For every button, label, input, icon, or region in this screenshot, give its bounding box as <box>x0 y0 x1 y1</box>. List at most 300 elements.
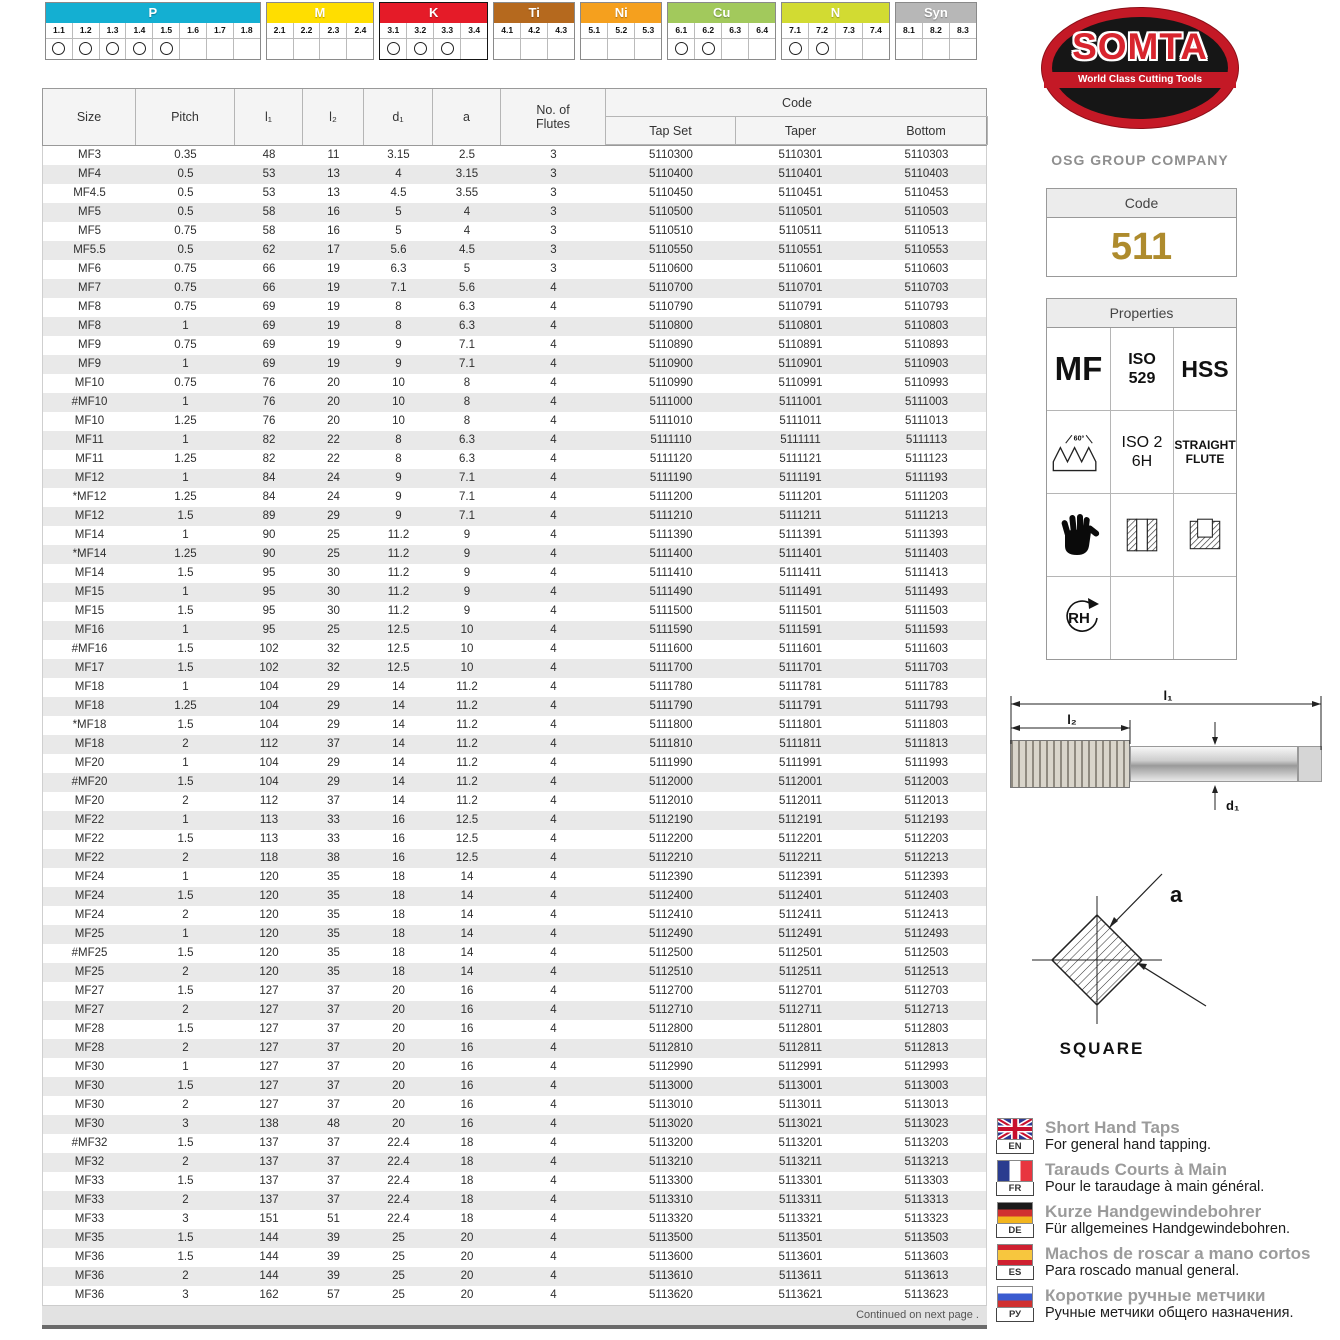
material-mark-cell-6.1 <box>668 39 694 59</box>
table-cell: MF8 <box>78 301 101 313</box>
table-cell: 7.1 <box>390 282 407 294</box>
table-cell: MF33 <box>74 1213 105 1225</box>
table-cell: 5112990 <box>649 1061 693 1073</box>
product-title-ru: Короткие ручные метчики <box>1045 1286 1266 1305</box>
table-cell: 104 <box>259 757 279 769</box>
table-cell: 14 <box>392 776 405 788</box>
table-cell: 5113011 <box>778 1099 823 1111</box>
table-cell: 5111703 <box>904 662 949 674</box>
table-cell: 1.5 <box>177 605 194 617</box>
material-mark-cell-3.3 <box>433 39 460 59</box>
table-row <box>43 1286 986 1305</box>
brand-name: SOMTA <box>1072 26 1208 67</box>
code-box <box>1046 188 1237 277</box>
language-entry-de <box>995 1202 1335 1240</box>
material-subgroup-1.7: 1.7 <box>206 23 233 38</box>
table-body <box>42 146 987 1305</box>
table-cell: MF20 <box>74 757 105 769</box>
table-cell: 4 <box>550 396 557 408</box>
table-row <box>43 944 986 963</box>
table-cell: 5111603 <box>904 643 949 655</box>
material-subgroup-3.2: 3.2 <box>406 23 433 38</box>
table-cell: 5112810 <box>649 1042 693 1054</box>
table-cell: 25 <box>327 624 340 636</box>
table-cell: 137 <box>259 1156 279 1168</box>
table-cell: 5112191 <box>778 814 823 826</box>
table-cell: 32 <box>327 643 340 655</box>
language-entry-ru <box>995 1286 1335 1324</box>
table-cell: 4 <box>550 1042 557 1054</box>
table-cell: 19 <box>327 301 340 313</box>
table-cell: 20 <box>327 415 340 427</box>
dim-label-l1: l₁ <box>1163 688 1173 703</box>
col-header-l1: l₁ <box>235 89 303 145</box>
table-cell: 5111000 <box>649 396 693 408</box>
table-cell: 2 <box>182 852 189 864</box>
table-cell: 4 <box>550 681 557 693</box>
table-cell: 0.75 <box>174 339 197 351</box>
table-cell: 5113303 <box>904 1175 949 1187</box>
material-subgroup-row <box>896 23 976 38</box>
material-subgroup-row <box>581 23 661 38</box>
table-cell: MF28 <box>74 1023 105 1035</box>
material-subgroup-6.2: 6.2 <box>694 23 721 38</box>
table-cell: 5111493 <box>904 586 949 598</box>
property-tolerance: ISO 2 6H <box>1110 410 1173 493</box>
table-cell: 3 <box>550 225 557 237</box>
language-code: FR <box>996 1182 1034 1196</box>
table-cell: 6.3 <box>390 263 407 275</box>
table-cell: 120 <box>259 890 279 902</box>
language-code: EN <box>996 1140 1034 1154</box>
table-cell: 5113210 <box>649 1156 693 1168</box>
table-cell: 5112491 <box>778 928 823 940</box>
dimension-lines <box>1000 688 1332 820</box>
table-cell: 5113001 <box>778 1080 823 1092</box>
table-cell: 2 <box>182 1099 189 1111</box>
table-cell: 1.5 <box>177 1175 194 1187</box>
table-cell: #MF25 <box>71 947 108 959</box>
table-cell: 5112393 <box>904 871 949 883</box>
table-cell: 2 <box>182 966 189 978</box>
table-cell: 5111811 <box>779 738 822 750</box>
suitability-mark <box>79 42 92 55</box>
table-cell: 5110903 <box>904 358 949 370</box>
table-cell: 3 <box>182 1213 189 1225</box>
table-cell: 16 <box>460 1004 474 1016</box>
table-cell: 4 <box>550 1232 557 1244</box>
table-cell: 5110990 <box>649 377 693 389</box>
table-cell: 29 <box>327 510 340 522</box>
table-cell: 1 <box>182 472 189 484</box>
table-row <box>43 583 986 602</box>
table-cell: 8 <box>395 434 402 446</box>
table-cell: MF6 <box>78 263 101 275</box>
table-cell: 10 <box>392 396 405 408</box>
table-cell: 1.5 <box>177 510 194 522</box>
table-cell: 12.5 <box>387 662 410 674</box>
table-cell: 102 <box>259 662 279 674</box>
table-cell: 5110453 <box>904 187 949 199</box>
through-hole-icon <box>1110 493 1173 576</box>
language-code: РУ <box>996 1308 1034 1322</box>
table-cell: 5111213 <box>904 510 949 522</box>
table-cell: 120 <box>259 928 279 940</box>
table-cell: 76 <box>262 415 276 427</box>
table-cell: 2 <box>182 795 189 807</box>
table-cell: 16 <box>392 833 405 845</box>
table-cell: 5112701 <box>778 985 823 997</box>
taps-table <box>42 88 987 1329</box>
table-cell: 5111190 <box>649 472 693 484</box>
material-subgroup-1.3: 1.3 <box>99 23 126 38</box>
flag-column <box>995 1118 1035 1156</box>
table-cell: 4 <box>550 301 557 313</box>
tap-dimension-drawing <box>1000 688 1332 820</box>
material-subgroup-row <box>267 23 374 38</box>
table-cell: 5110601 <box>778 263 823 275</box>
table-cell: 1.5 <box>177 1232 194 1244</box>
table-cell: 9 <box>463 567 471 579</box>
table-cell: 5113623 <box>904 1289 949 1301</box>
table-row <box>43 1077 986 1096</box>
suitability-mark <box>387 42 400 55</box>
table-cell: 22.4 <box>387 1156 410 1168</box>
empty-cell <box>1110 576 1173 659</box>
table-cell: 5111500 <box>649 605 693 617</box>
table-cell: 4 <box>550 415 557 427</box>
table-cell: 12.5 <box>455 814 479 826</box>
table-cell: 1 <box>182 529 189 541</box>
table-row <box>43 450 986 469</box>
table-row <box>43 412 986 431</box>
suitability-mark <box>816 42 829 55</box>
table-cell: 144 <box>259 1270 279 1282</box>
material-group-P <box>45 2 261 60</box>
table-cell: MF20 <box>74 795 105 807</box>
table-cell: 5111390 <box>649 529 693 541</box>
table-cell: 12.5 <box>455 852 479 864</box>
table-cell: 6.3 <box>459 301 475 313</box>
table-cell: 5110551 <box>778 244 823 256</box>
table-cell: 5112210 <box>649 852 693 864</box>
material-mark-cell-2.2 <box>293 39 320 59</box>
table-row <box>43 1267 986 1286</box>
table-cell: 5113021 <box>778 1118 823 1130</box>
table-cell: 5111210 <box>649 510 693 522</box>
flag-column <box>995 1286 1035 1324</box>
table-cell: 3.15 <box>455 168 479 180</box>
table-cell: 9 <box>395 491 402 503</box>
table-cell: 11.2 <box>456 776 478 788</box>
table-footer-note: Continued on next page . <box>42 1305 987 1329</box>
table-cell: 1.25 <box>174 700 197 712</box>
table-cell: 37 <box>327 985 340 997</box>
table-cell: 9 <box>395 358 402 370</box>
table-row <box>43 488 986 507</box>
table-cell: 11.2 <box>456 757 478 769</box>
material-mark-cell-5.2 <box>607 39 634 59</box>
table-row <box>43 697 986 716</box>
table-cell: 1 <box>182 320 189 332</box>
table-cell: 82 <box>262 434 276 446</box>
table-cell: 29 <box>327 719 340 731</box>
table-cell: 5110600 <box>649 263 693 275</box>
table-cell: 4 <box>550 1156 557 1168</box>
table-cell: 127 <box>259 985 279 997</box>
table-cell: 4.5 <box>390 187 407 199</box>
table-row <box>43 355 986 374</box>
material-subgroup-1.4: 1.4 <box>125 23 152 38</box>
col-header-d1: d₁ <box>364 89 433 145</box>
table-cell: 5112013 <box>904 795 949 807</box>
language-text <box>1045 1244 1335 1282</box>
product-desc-de: Für allgemeines Handgewindebohren. <box>1045 1221 1291 1237</box>
col-header-flutes: No. of Flutes <box>501 89 606 145</box>
table-cell: 5113323 <box>904 1213 949 1225</box>
table-cell: 5111200 <box>649 491 693 503</box>
material-subgroup-6.3: 6.3 <box>721 23 748 38</box>
material-mark-cell-2.3 <box>319 39 346 59</box>
table-cell: 5111780 <box>649 681 693 693</box>
table-cell: 5112000 <box>649 776 693 788</box>
table-cell: 5113613 <box>904 1270 949 1282</box>
table-cell: 32 <box>327 662 340 674</box>
table-cell: 4 <box>550 909 557 921</box>
table-cell: 5112710 <box>649 1004 693 1016</box>
table-row <box>43 735 986 754</box>
table-cell: 5 <box>395 225 402 237</box>
table-cell: 5111783 <box>904 681 949 693</box>
table-cell: 5110801 <box>778 320 823 332</box>
table-cell: 5111010 <box>649 415 693 427</box>
table-cell: 0.75 <box>174 225 197 237</box>
table-cell: 104 <box>259 700 279 712</box>
table-cell: 90 <box>262 529 276 541</box>
table-cell: 53 <box>262 187 276 199</box>
table-cell: 48 <box>327 1118 340 1130</box>
table-cell: 35 <box>327 909 340 921</box>
table-row <box>43 754 986 773</box>
table-cell: 5112813 <box>904 1042 949 1054</box>
material-mark-cell-7.4 <box>862 39 889 59</box>
col-header-a: a <box>433 89 501 145</box>
table-cell: 4 <box>550 1194 557 1206</box>
table-cell: 25 <box>392 1289 405 1301</box>
table-cell: 5112700 <box>649 985 693 997</box>
series-code: 511 <box>1110 226 1173 268</box>
table-cell: MF36 <box>74 1251 105 1263</box>
table-cell: 1.25 <box>174 491 197 503</box>
table-cell: 14 <box>460 909 474 921</box>
material-group-label: K <box>380 3 487 23</box>
table-cell: MF33 <box>74 1194 105 1206</box>
table-cell: 4 <box>550 947 557 959</box>
table-cell: 5113320 <box>649 1213 693 1225</box>
table-cell: 104 <box>259 719 279 731</box>
table-cell: MF5.5 <box>73 244 106 256</box>
table-cell: 144 <box>259 1232 279 1244</box>
table-cell: 0.75 <box>174 301 197 313</box>
table-cell: 5111491 <box>778 586 823 598</box>
table-cell: MF17 <box>74 662 105 674</box>
table-cell: 5111113 <box>905 434 948 446</box>
table-cell: 5113620 <box>649 1289 693 1301</box>
table-cell: 5111600 <box>649 643 693 655</box>
table-cell: 5112213 <box>904 852 949 864</box>
table-cell: 4 <box>550 1099 557 1111</box>
table-cell: 20 <box>460 1289 474 1301</box>
product-title-es: Machos de roscar a mano cortos <box>1045 1244 1311 1263</box>
table-cell: 113 <box>259 833 279 845</box>
material-mark-row <box>668 38 775 59</box>
table-cell: MF27 <box>74 985 105 997</box>
table-cell: 4 <box>550 1004 557 1016</box>
brand-tagline: World Class Cutting Tools <box>1044 72 1236 88</box>
table-row <box>43 811 986 830</box>
table-cell: 5110510 <box>649 225 693 237</box>
table-cell: *MF14 <box>72 548 107 560</box>
material-mark-cell-6.4 <box>748 39 775 59</box>
table-cell: 4 <box>550 795 557 807</box>
table-cell: 5111503 <box>904 605 949 617</box>
table-cell: 1 <box>182 434 189 446</box>
product-desc-es: Para roscado manual general. <box>1045 1263 1240 1279</box>
table-cell: 5111801 <box>778 719 823 731</box>
table-cell: 1.5 <box>177 947 194 959</box>
table-cell: 16 <box>392 814 405 826</box>
table-cell: 4 <box>550 966 557 978</box>
table-cell: 4 <box>550 814 557 826</box>
table-cell: 19 <box>327 339 340 351</box>
table-cell: 8 <box>463 377 471 389</box>
material-subgroup-1.5: 1.5 <box>152 23 179 38</box>
material-subgroup-8.2: 8.2 <box>922 23 949 38</box>
table-cell: 18 <box>460 1137 474 1149</box>
table-cell: 4 <box>550 358 557 370</box>
material-mark-cell-1.5 <box>152 39 179 59</box>
table-row <box>43 982 986 1001</box>
table-cell: MF18 <box>74 681 105 693</box>
flag-column <box>995 1202 1035 1240</box>
material-mark-cell-7.2 <box>808 39 835 59</box>
table-cell: 5111601 <box>778 643 823 655</box>
product-desc-fr: Pour le taraudage à main général. <box>1045 1179 1265 1195</box>
table-cell: 5113503 <box>904 1232 949 1244</box>
table-cell: 48 <box>262 149 276 161</box>
table-cell: 1.25 <box>174 453 197 465</box>
table-cell: 5113311 <box>778 1194 823 1206</box>
table-row <box>43 1210 986 1229</box>
table-cell: 5111413 <box>904 567 949 579</box>
suitability-mark <box>133 42 146 55</box>
table-cell: 7.1 <box>459 510 475 522</box>
de-flag-icon <box>997 1202 1033 1224</box>
table-cell: 5110901 <box>778 358 823 370</box>
table-cell: 5111400 <box>649 548 693 560</box>
table-cell: 95 <box>262 605 276 617</box>
table-cell: 5112390 <box>649 871 693 883</box>
table-cell: 66 <box>262 282 276 294</box>
table-cell: MF24 <box>74 871 105 883</box>
table-cell: 30 <box>327 586 340 598</box>
table-cell: 5111391 <box>778 529 823 541</box>
table-cell: 20 <box>392 985 405 997</box>
table-cell: MF24 <box>74 909 105 921</box>
table-cell: 22.4 <box>387 1194 410 1206</box>
table-row <box>43 621 986 640</box>
table-cell: 104 <box>259 681 279 693</box>
table-row <box>43 1020 986 1039</box>
table-cell: 5112803 <box>904 1023 949 1035</box>
table-row <box>43 849 986 868</box>
table-cell: 37 <box>327 1099 340 1111</box>
material-mark-row <box>494 38 574 59</box>
product-desc-uk: For general hand tapping. <box>1045 1137 1212 1153</box>
table-cell: 5 <box>463 263 471 275</box>
table-cell: 18 <box>392 966 405 978</box>
material-group-label: N <box>782 3 889 23</box>
table-cell: 20 <box>392 1042 405 1054</box>
table-cell: 5112501 <box>778 947 823 959</box>
table-cell: 5113000 <box>649 1080 693 1092</box>
table-row <box>43 1229 986 1248</box>
table-cell: 33 <box>327 814 340 826</box>
material-subgroup-7.1: 7.1 <box>789 25 801 35</box>
table-cell: 2 <box>182 1270 189 1282</box>
table-cell: 5111410 <box>649 567 693 579</box>
table-cell: 1 <box>182 681 189 693</box>
table-cell: 5113300 <box>649 1175 693 1187</box>
material-group-Ni <box>580 2 662 60</box>
material-subgroup-row <box>668 23 775 38</box>
table-cell: 12.5 <box>455 833 479 845</box>
table-cell: 9 <box>463 548 471 560</box>
table-cell: 127 <box>259 1042 279 1054</box>
material-group-label: Ni <box>581 3 661 23</box>
table-cell: 5113211 <box>778 1156 823 1168</box>
table-cell: 5110553 <box>904 244 949 256</box>
table-cell: #MF16 <box>71 643 108 655</box>
table-cell: 5113321 <box>778 1213 823 1225</box>
table-row <box>43 792 986 811</box>
material-subgroup-4.3: 4.3 <box>547 23 574 38</box>
language-entry-fr <box>995 1160 1335 1198</box>
table-cell: 5112513 <box>904 966 949 978</box>
table-cell: 18 <box>392 947 405 959</box>
table-row <box>43 431 986 450</box>
table-cell: 1.5 <box>177 776 194 788</box>
table-cell: 5110700 <box>649 282 693 294</box>
table-row <box>43 393 986 412</box>
table-cell: 84 <box>262 491 276 503</box>
table-cell: 120 <box>259 947 279 959</box>
table-row <box>43 165 986 184</box>
table-cell: 33 <box>327 833 340 845</box>
table-cell: 1 <box>182 396 189 408</box>
table-cell: 76 <box>262 377 276 389</box>
table-cell: 9 <box>395 472 402 484</box>
table-cell: MF3 <box>78 149 101 161</box>
table-cell: 5110993 <box>904 377 949 389</box>
product-title-de: Kurze Handgewindebohrer <box>1045 1202 1262 1221</box>
table-cell: 5113313 <box>904 1194 949 1206</box>
material-mark-cell-1.6 <box>179 39 206 59</box>
table-cell: 5110893 <box>904 339 949 351</box>
table-cell: MF4.5 <box>73 187 106 199</box>
table-cell: 5111111 <box>780 434 821 446</box>
table-cell: 5111193 <box>905 472 948 484</box>
